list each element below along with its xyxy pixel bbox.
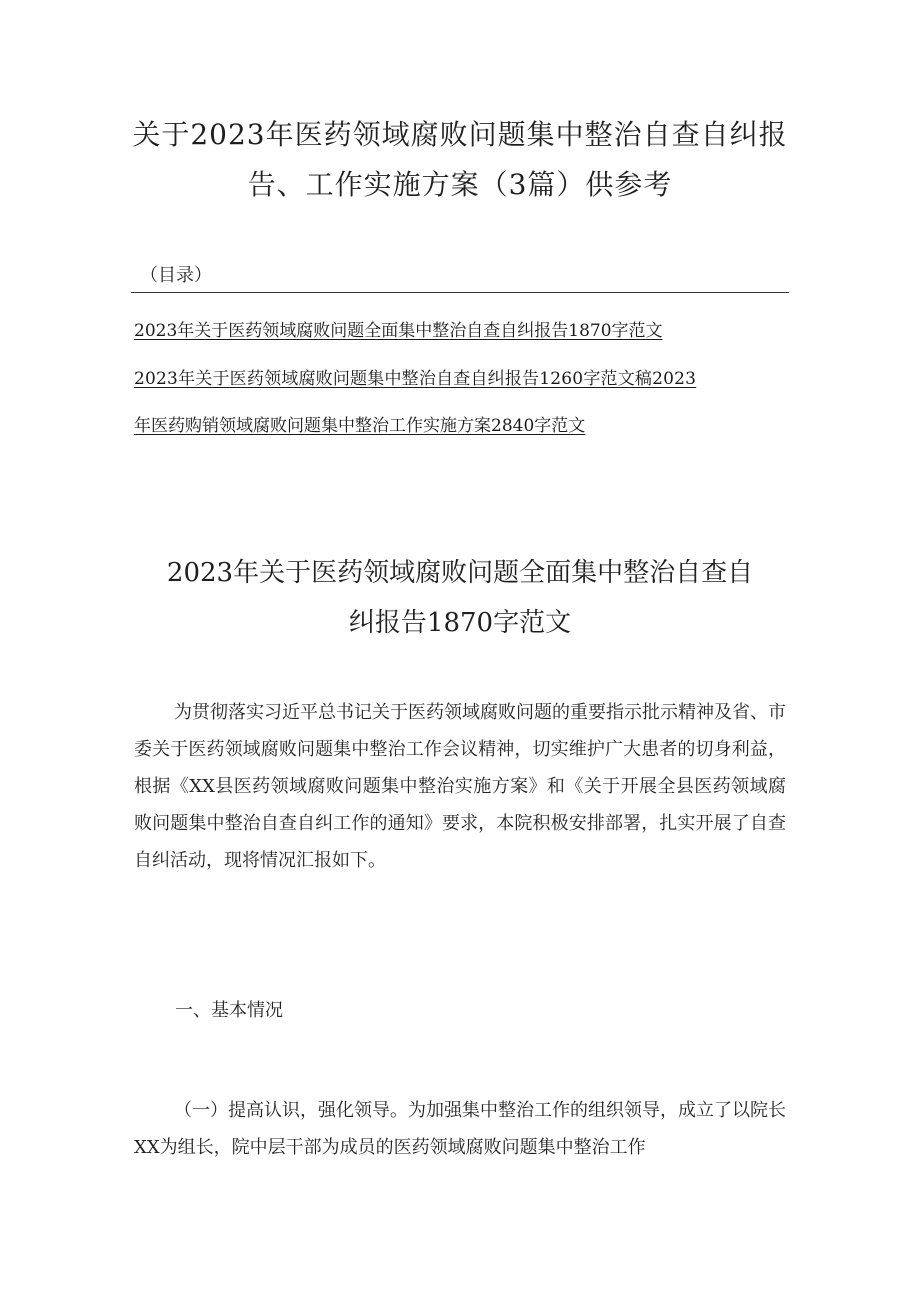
toc-link-2[interactable]: 2023年关于医药领域腐败问题集中整治自查自纠报告1260字范文稿2023	[134, 369, 697, 389]
document-title-line-1: 关于2023年医药领域腐败问题集中整治自查自纠报	[132, 118, 788, 151]
section-title-line-1: 2023年关于医药领域腐败问题全面集中整治自查自	[166, 558, 754, 588]
toc-link-1[interactable]: 2023年关于医药领域腐败问题全面集中整治自查自纠报告1870字范文	[134, 321, 663, 341]
paragraph-leadership: （一）提高认识，强化领导。为加强集中整治工作的组织领导，成立了以院长XX为组长，院中层干部为成员的医药领域腐败问题集中整治工作	[134, 1100, 786, 1158]
section-title	[130, 548, 790, 648]
heading-basic-situation: 一、基本情况	[175, 1000, 283, 1021]
document-title-line-2: 告、工作实施方案（3篇）供参考	[247, 168, 673, 201]
intro-paragraph: 为贯彻落实习近平总书记关于医药领域腐败问题的重要指示批示精神及省、市委关于医药领域腐败问题集中整治工作会议精神，切实维护广大患者的切身利益，根据《XX县医药领域腐败问题集中整治实施方案》和《关于开展全县医药领域腐败问题集中整治自查自纠工作的通知》要求，本院积极安排部署，扎实开展了自查自纠活动，现将情况汇报如下。	[134, 702, 786, 871]
section-title-line-2: 纠报告1870字范文	[348, 608, 572, 638]
toc-link-3[interactable]: 年医药购销领域腐败问题集中整治工作实施方案2840字范文	[134, 416, 586, 436]
toc-divider	[131, 292, 789, 293]
toc-label: （目录）	[140, 265, 212, 286]
document-title	[120, 110, 800, 210]
